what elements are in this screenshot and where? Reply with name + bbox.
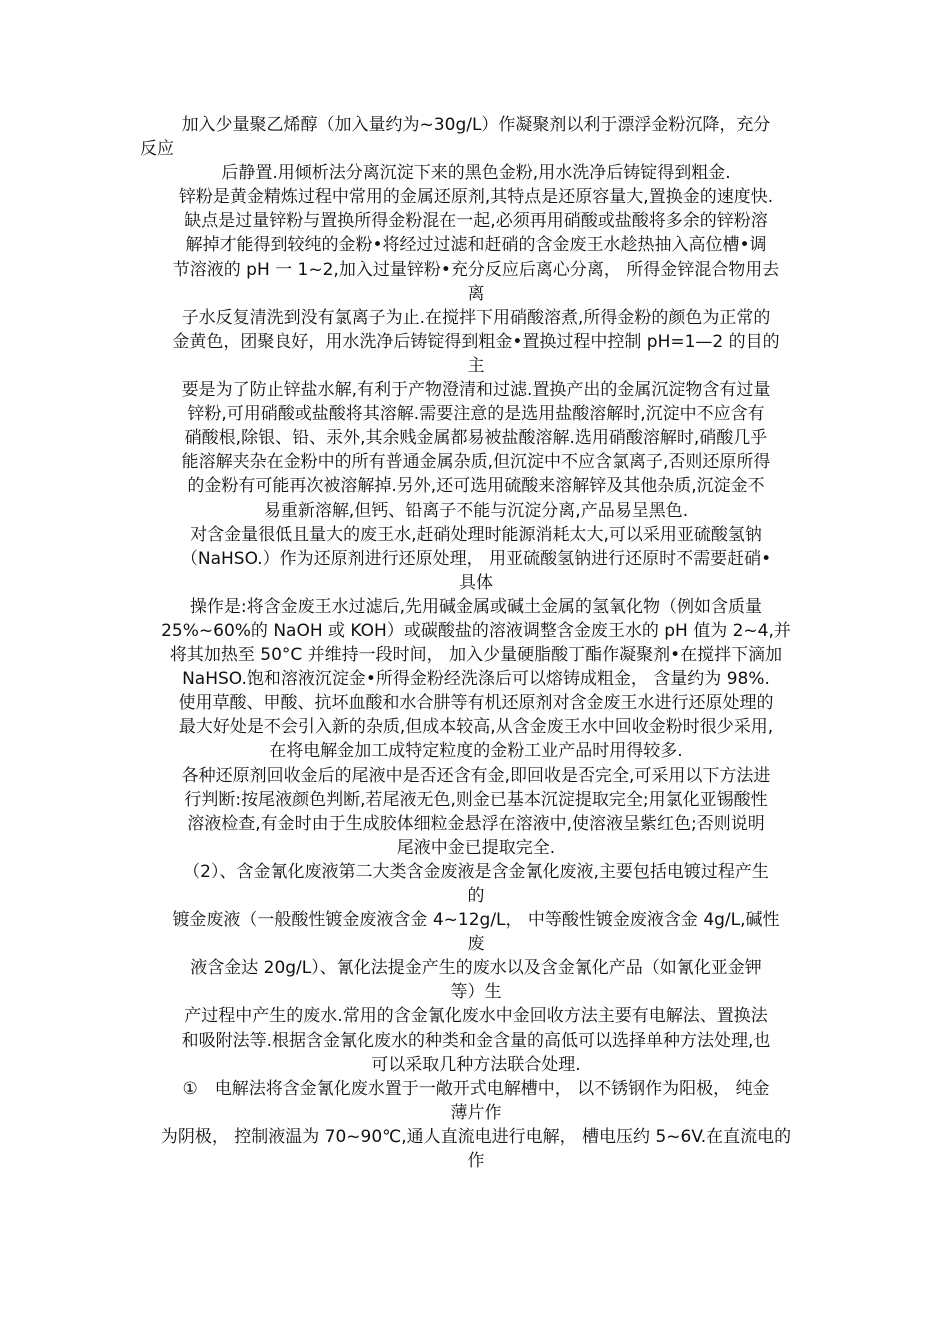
text-line: 主 <box>467 355 485 376</box>
text-line: 镀金废液（一般酸性镀金废液含金 4~12g/L， 中等酸性镀金废液含金 4g/L,碱性 <box>172 910 780 931</box>
text-line: 溶液检查,有金时由于生成胶体细粒金悬浮在溶液中,使溶液呈紫红色;否则说明 <box>187 813 765 834</box>
text-line: 加入少量聚乙烯醇（加入量约为~30g/L）作凝聚剂以利于漂浮金粉沉降，充分 <box>181 115 771 135</box>
text-line: 液含金达 20g/L）、氰化法提金产生的废水以及含金氰化产品（如氰化亚金钾 <box>190 958 762 979</box>
text-line: 尾液中金已提取完全. <box>396 837 556 858</box>
text-line: ① 电解法将含金氰化废水置于一敞开式电解槽中， 以不锈钢作为阳极， 纯金 <box>182 1078 770 1099</box>
text-line: 解掉才能得到较纯的金粉•将经过过滤和赶硝的含金废王水趁热抽入高位槽•调 <box>185 235 767 256</box>
text-line: 易重新溶解,但钙、铅离子不能与沉淀分离,产品易呈黑色. <box>263 500 689 521</box>
text-line: 最大好处是不会引入新的杂质,但成本较高,从含金废王水中回收金粉时很少采用, <box>178 717 774 738</box>
text-line: 各种还原剂回收金后的尾液中是否还含有金,即回收是否完全,可采用以下方法进 <box>181 765 771 786</box>
text-line: 薄片作 <box>450 1102 502 1123</box>
text-line: 金黄色，团聚良好，用水洗净后铸锭得到粗金•置换过程中控制 pH=1—2 的目的 <box>172 331 780 352</box>
document-body <box>140 113 812 1173</box>
text-line: 离 <box>467 283 485 304</box>
text-line: 的金粉有可能再次被溶解掉.另外,还可选用硫酸来溶解锌及其他杂质,沉淀金不 <box>187 476 765 497</box>
text-line: （NaHSO.）作为还原剂进行还原处理， 用亚硫酸氢钠进行还原时不需要赶硝• <box>180 548 772 569</box>
text-line: 和吸附法等.根据含金氰化废水的种类和金含量的高低可以选择单种方法处理,也 <box>181 1030 771 1051</box>
text-line: 缺点是过量锌粉与置换所得金粉混在一起,必须再用硝酸或盐酸将多余的锌粉溶 <box>184 211 768 232</box>
text-line: 后静置.用倾析法分离沉淀下来的黑色金粉,用水洗净后铸锭得到粗金. <box>221 163 731 184</box>
text-line: 反应 <box>140 139 174 160</box>
text-line: 等）生 <box>450 982 502 1003</box>
text-line: 锌粉是黄金精炼过程中常用的金属还原剂,其特点是还原容量大,置换金的速度快. <box>178 187 774 208</box>
text-line: 产过程中产生的废水.常用的含金氰化废水中金回收方法主要有电解法、置换法 <box>184 1006 768 1027</box>
text-line: NaHSO.饱和溶液沉淀金•所得金粉经洗涤后可以熔铸成粗金， 含量约为 98%. <box>182 669 770 690</box>
text-line: 行判断:按尾液颜色判断,若尾液无色,则金已基本沉淀提取完全;用氯化亚锡酸性 <box>184 789 768 810</box>
text-line: 作 <box>467 1151 485 1172</box>
text-line: 能溶解夹杂在金粉中的所有普通金属杂质,但沉淀中不应含氯离子,否则还原所得 <box>181 452 771 473</box>
text-line: 的 <box>467 886 485 906</box>
text-line: 操作是:将含金废王水过滤后,先用碱金属或碱土金属的氢氧化物（例如含质量 <box>189 596 763 617</box>
text-line: 将其加热至 50°C 并维持一段时间， 加入少量硬脂酸丁酯作凝聚剂•在搅拌下滴加 <box>169 645 783 666</box>
text-line: 节溶液的 pH 一 1~2,加入过量锌粉•充分反应后离心分离， 所得金锌混合物用去 <box>172 259 780 280</box>
text-line: 具体 <box>459 572 493 593</box>
text-line: 锌粉,可用硝酸或盐酸将其溶解.需要注意的是选用盐酸溶解时,沉淀中不应含有 <box>187 404 765 425</box>
text-line: 要是为了防止锌盐水解,有利于产物澄清和过滤.置换产出的金属沉淀物含有过量 <box>181 380 771 401</box>
text-line: 对含金量很低且量大的废王水,赶硝处理时能源消耗太大,可以采用亚硫酸氢钠 <box>190 524 762 545</box>
text-line: （2）、含金氰化废液第二大类含金废液是含金氰化废液,主要包括电镀过程产生 <box>183 861 769 882</box>
text-line: 废 <box>467 934 485 955</box>
text-line: 可以采取几种方法联合处理. <box>371 1054 581 1075</box>
text-line: 子水反复清洗到没有氯离子为止.在搅拌下用硝酸溶煮,所得金粉的颜色为正常的 <box>181 307 771 328</box>
text-line: 在将电解金加工成特定粒度的金粉工业产品时用得较多. <box>269 741 683 762</box>
text-line: 为阴极， 控制液温为 70~90℃,通人直流电进行电解， 槽电压约 5~6V.在直流电的 <box>160 1126 792 1147</box>
text-line: 25%~60%的 NaOH 或 KOH）或碳酸盐的溶液调整含金废王水的 pH 值为 2~4,并 <box>161 620 791 641</box>
text-line: 硝酸根,除银、铅、汞外,其余贱金属都易被盐酸溶解.选用硝酸溶解时,硝酸几乎 <box>184 428 768 449</box>
text-line: 使用草酸、甲酸、抗坏血酸和水合肼等有机还原剂对含金废王水进行还原处理的 <box>178 693 774 714</box>
